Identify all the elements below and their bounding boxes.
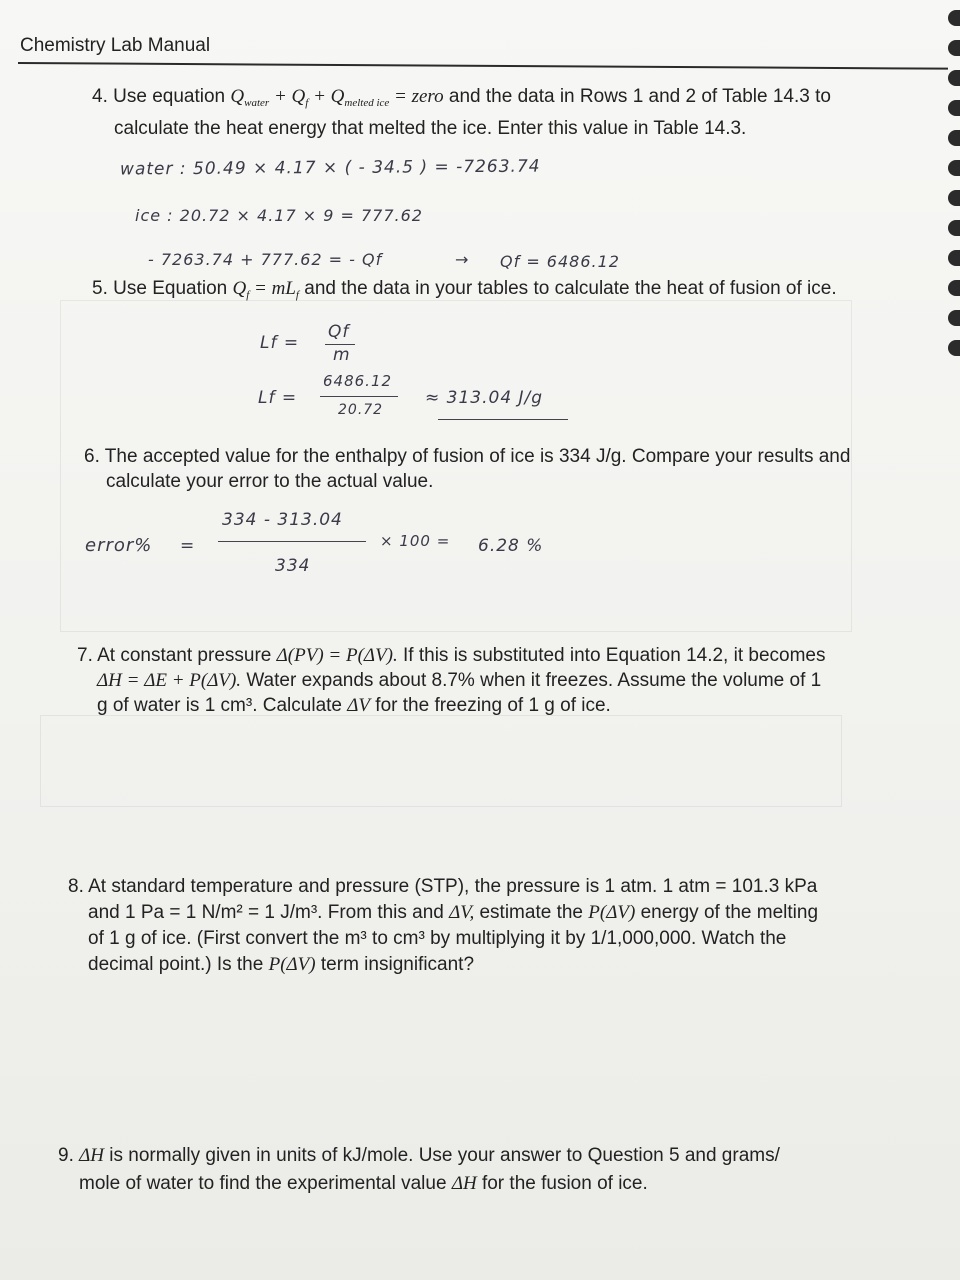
question-text: Use equation	[113, 86, 231, 107]
question-number: 7.	[77, 645, 93, 666]
question-7	[77, 643, 826, 718]
question-text: If this is substituted into Equation 14.2, it becomes	[397, 645, 826, 666]
equation-operator: +	[308, 86, 331, 107]
equation-subscript: f	[295, 289, 299, 301]
hw-lf-result: ≈ 313.04 J/g	[425, 388, 544, 408]
equation-term: Q	[230, 86, 245, 107]
equation-inline: P(ΔV)	[588, 902, 636, 923]
equation-inline: ΔH = ΔE + P(ΔV).	[97, 670, 242, 691]
question-text: Use Equation	[113, 278, 233, 299]
hw-lf-calc-label: Lf =	[258, 388, 298, 408]
question-text: for the fusion of ice.	[476, 1173, 648, 1194]
question-text: and the data in your tables to calculate the heat of fusion of ice.	[298, 278, 837, 299]
hw-result-underline	[438, 419, 568, 420]
question-number: 5.	[92, 278, 108, 299]
equation-inline: ΔH	[79, 1145, 105, 1166]
hw-error-equals: =	[180, 536, 196, 556]
hw-lf-numerator: Qf	[328, 322, 350, 342]
hw-sum-calc: - 7263.74 + 777.62 = - Qf	[148, 250, 383, 269]
hw-error-result: 6.28 %	[478, 536, 544, 556]
question-number: 6.	[84, 446, 100, 467]
question-number: 9.	[58, 1145, 74, 1166]
question-text: At standard temperature and pressure (STP), the pressure is 1 atm. 1 atm = 101.3 kPa	[88, 876, 818, 897]
question-text: Water expands about 8.7% when it freezes. Assume the volume of 1	[241, 670, 822, 691]
question-text: calculate your error to the actual value.	[106, 471, 434, 492]
equation-term: Q	[291, 86, 306, 107]
equation-subscript: water	[244, 97, 270, 109]
hw-fraction-bar	[320, 396, 398, 397]
question-text: mole of water to find the experimental value	[79, 1173, 452, 1194]
question-6	[84, 444, 850, 494]
question-9	[58, 1143, 780, 1196]
question-text: estimate the	[474, 902, 589, 923]
spiral-binding	[946, 0, 960, 1280]
question-8	[68, 874, 818, 977]
equation-inline: ΔH	[451, 1173, 477, 1194]
equation-inline: ΔV	[347, 695, 371, 716]
question-text: and the data in Rows 1 and 2 of Table 14.3 to	[443, 86, 831, 107]
question-text: and 1 Pa = 1 N/m² = 1 J/m³. From this and	[88, 902, 450, 923]
question-text: The accepted value for the enthalpy of fusion of ice is 334 J/g. Compare your results and	[104, 446, 851, 467]
equation-subscript: f	[246, 289, 250, 301]
hw-fraction-bar	[218, 541, 366, 542]
question-text: energy of the melting	[635, 902, 819, 923]
question-number: 4.	[92, 86, 108, 107]
hw-water-calc: water : 50.49 × 4.17 × ( - 34.5 ) = -7263.74	[119, 156, 541, 180]
equation-inline: ΔV,	[449, 902, 475, 923]
equation-inline: Δ(PV) = P(ΔV).	[276, 645, 398, 666]
question-4	[92, 84, 831, 141]
hw-qf-result: Qf = 6486.12	[500, 252, 620, 271]
equation-inline: P(ΔV)	[268, 954, 316, 975]
hw-lf-calc-numerator: 6486.12	[323, 372, 393, 390]
equation-operator: +	[269, 86, 292, 107]
question-number: 8.	[68, 876, 84, 897]
equation-subscript: f	[305, 97, 309, 109]
question-text: is normally given in units of kJ/mole. Use your answer to Question 5 and grams/	[104, 1145, 780, 1166]
equation-term: = mL	[249, 278, 296, 299]
hw-ice-calc: ice : 20.72 × 4.17 × 9 = 777.62	[135, 206, 423, 225]
question-text: of 1 g of ice. (First convert the m³ to cm³ by multiplying it by 1/1,000,000. Watch the	[88, 928, 787, 949]
question-text: At constant pressure	[97, 645, 277, 666]
equation-subscript: melted ice	[344, 97, 390, 109]
question-text: term insignificant?	[315, 954, 475, 975]
equation-term: Q	[232, 278, 247, 299]
equation-rhs: = zero	[389, 86, 444, 107]
show-through-table-2	[40, 715, 842, 807]
hw-lf-calc-denominator: 20.72	[338, 402, 384, 418]
question-text: g of water is 1 cm³. Calculate	[97, 695, 348, 716]
hw-lf-formula-label: Lf =	[260, 333, 300, 353]
page-header-title: Chemistry Lab Manual	[20, 35, 211, 56]
hw-lf-denominator: m	[333, 345, 351, 365]
question-text: decimal point.) Is the	[88, 954, 269, 975]
equation-term: Q	[330, 86, 345, 107]
question-5	[92, 276, 837, 308]
question-text: calculate the heat energy that melted the ice. Enter this value in Table 14.3.	[114, 118, 747, 139]
hw-error-times: × 100 =	[380, 532, 451, 550]
question-text: for the freezing of 1 g of ice.	[370, 695, 611, 716]
hw-error-label: error%	[85, 535, 153, 556]
hw-error-denominator: 334	[275, 556, 311, 576]
hw-arrow: →	[455, 250, 470, 269]
hw-error-numerator: 334 - 313.04	[222, 510, 343, 530]
header-rule	[18, 62, 948, 70]
